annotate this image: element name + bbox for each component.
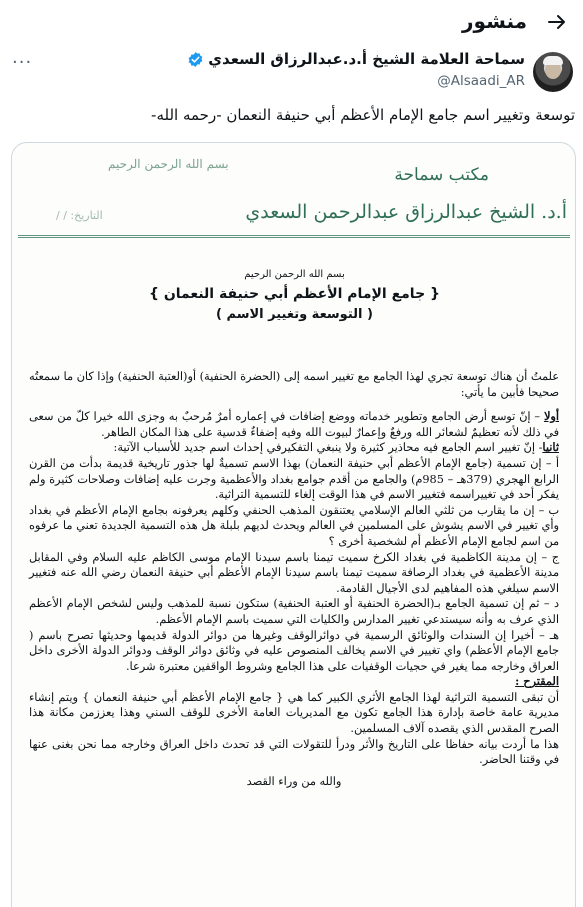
reason-item: ج – إن مدينة الكاظمية في بغداد الكرخ سميت تيمنا باسم سيدنا الإمام موسى الكاظم عليه السلام وفي المقابل مدينة الأعظمية في بغداد الرصافة سميت تيمنا باسم سيدنا الإمام الأعظم أبي حنيفة النعمان رضي الله عنه فتغيير الاسم سيلغي هذه المفاهيم لدى الأجيال القادمة.: [29, 550, 559, 595]
document-body: [29, 369, 559, 789]
document-subtitle: ( التوسعة وتغيير الاسم ): [216, 307, 373, 322]
letterhead-office: مكتب سماحة: [394, 165, 489, 185]
letterhead-name: أ.د. الشيخ عبدالرزاق عبدالرحمن السعدي: [245, 201, 567, 223]
proposal-label: المقترح :: [515, 674, 559, 689]
document-first-point: [29, 409, 559, 440]
reason-item: هـ – أخيرا إن السندات والوثائق الرسمية في دوائرالوقف وغيرها من دوائر الدولة قديمها وحديثها تصرح باسم ( جامع الإمام الأعظم) واي تغيير في الاسم يخالف المنصوص عليه في وثائق دوائر الوقف ودوائر الدولة الأخرى داخل العراق وخارجه مما يغير في حجيات الوقفيات على هذا الجامع وشروط الواقفين معتبرة شرعا.: [29, 628, 559, 673]
letterhead-basmala: بسم الله الرحمن الرحيم: [108, 157, 229, 171]
author-display-name[interactable]: سماحة العلامة الشيخ أ.د.عبدالرزاق السعدي: [208, 50, 525, 68]
page-title: منشور: [462, 9, 527, 33]
top-bar: [0, 0, 583, 46]
document-second-point: [29, 440, 559, 456]
document-basmala: بسم الله الرحمن الرحيم: [244, 269, 345, 280]
tweet-author: [0, 46, 583, 102]
author-handle[interactable]: @Alsaadi_AR: [437, 73, 525, 89]
proposal-text: أن تبقى التسمية التراثية لهذا الجامع الأثري الكبير كما هي { جامع الإمام الأعظم أبي حنيفة النعمان } ويتم إنشاء مديرية عامة خاصة بإدارة هذا الجامع تكون مع المديريات العامة الأخرى للوقف السني وهذا يعززمن مكانة هذا الصرح المقدس الذي يقصده آلاف المسلمين.: [29, 690, 559, 736]
more-options-button[interactable]: ···: [12, 52, 33, 73]
second-point-text: - إنّ تغيير اسم الجامع فيه محاذير كثيرة ولا ينبغي التفكيرفي إحداث اسم جديد للأسباب الآتية:: [113, 441, 543, 455]
reason-item: د – ثم إن تسمية الجامع بـ(الحضرة الحنفية أو العتبة الحنفية) ستكون نسبة للمذهب وليس لشخص الإمام الأعظم الذي عرف به وأنه سيستدعي تغيير المدارس والكليات التي سميت باسم الإمام الأعظم.: [29, 597, 559, 626]
first-point-text: – إنّ توسع أرض الجامع وتطوير خدماته ووضع إضافات في إعماره أمرٌ مُرحبٌ به وجزى الله خيرا كلّ من سعى في ذلك لأنه تعظيمٌ لشعائر الله ورفعٌ وإعمارٌ لبيوت الله وفيه إضفاءٌ قدسية على هذا المكان الطاهر.: [29, 410, 559, 439]
author-name-line[interactable]: [187, 50, 525, 68]
avatar-turban: [543, 56, 563, 65]
back-button[interactable]: [545, 10, 569, 34]
reason-item: ب – إن ما يقارب من ثلثي العالم الإسلامي يعتنقون المذهب الحنفي وكلهم يعرفونه بجامع الإمام الأعظم في بغداد وأي تغيير في الاسم يشوش على المسلمين في العالم ويحدث لديهم بلبلة هل هذه التسمية الجديدة تعني ما عرفوه من اسم لجامع الإمام الأعظم أم لشخصية أخرى ؟: [29, 503, 559, 548]
closing-text: هذا ما أردت بيانه حفاظا على التاريخ والأثر ودرأ للتقولات التي قد تحدث داخل العراق وخارجه مما نحن بغنى عنها في وقتنا الحاضر.: [29, 737, 559, 767]
letterhead-divider: [18, 235, 570, 238]
attached-document-image[interactable]: [11, 142, 576, 907]
reason-item: أ – إن تسمية (جامع الإمام الأعظم أبي حنيفة النعمان) بهذا الاسم تسميةٌ لها جذور تاريخية قديمة بدأت من القرن الرابع الهجري (379هـ – 985م) والجامع من أقدم جوامع بغداد والأعظمية وجرت عليه إضافات وصلاحات كثيرة ولم يفكر أحد في تغييراسمه فتغيير الاسم في هذا الوقت إلغاء للتسمية التراثية.: [29, 456, 559, 502]
verified-badge-icon: [187, 51, 204, 68]
first-point-label: أولا: [543, 409, 559, 424]
avatar[interactable]: [533, 52, 573, 92]
arrow-right-icon: [545, 10, 569, 34]
tweet-text: توسعة وتغيير اسم جامع الإمام الأعظم أبي حنيفة النعمان -رحمه الله-: [151, 106, 575, 124]
document-intro: علمتُ أن هناك توسعة تجري لهذا الجامع مع تغيير اسمه إلى (الحضرة الحنفية) أو(العتبة الحنفية) وإذا كان ما سمعتُه صحيحا فأبين ما يأتي:: [29, 370, 559, 399]
letterhead-date: التاريخ: / /: [56, 209, 103, 222]
signoff-text: والله من وراء القصد: [246, 774, 342, 788]
spacer: [29, 400, 559, 409]
document-title: { جامع الإمام الأعظم أبي حنيفة النعمان }: [148, 286, 440, 302]
second-point-label: ثانيا: [542, 440, 559, 455]
